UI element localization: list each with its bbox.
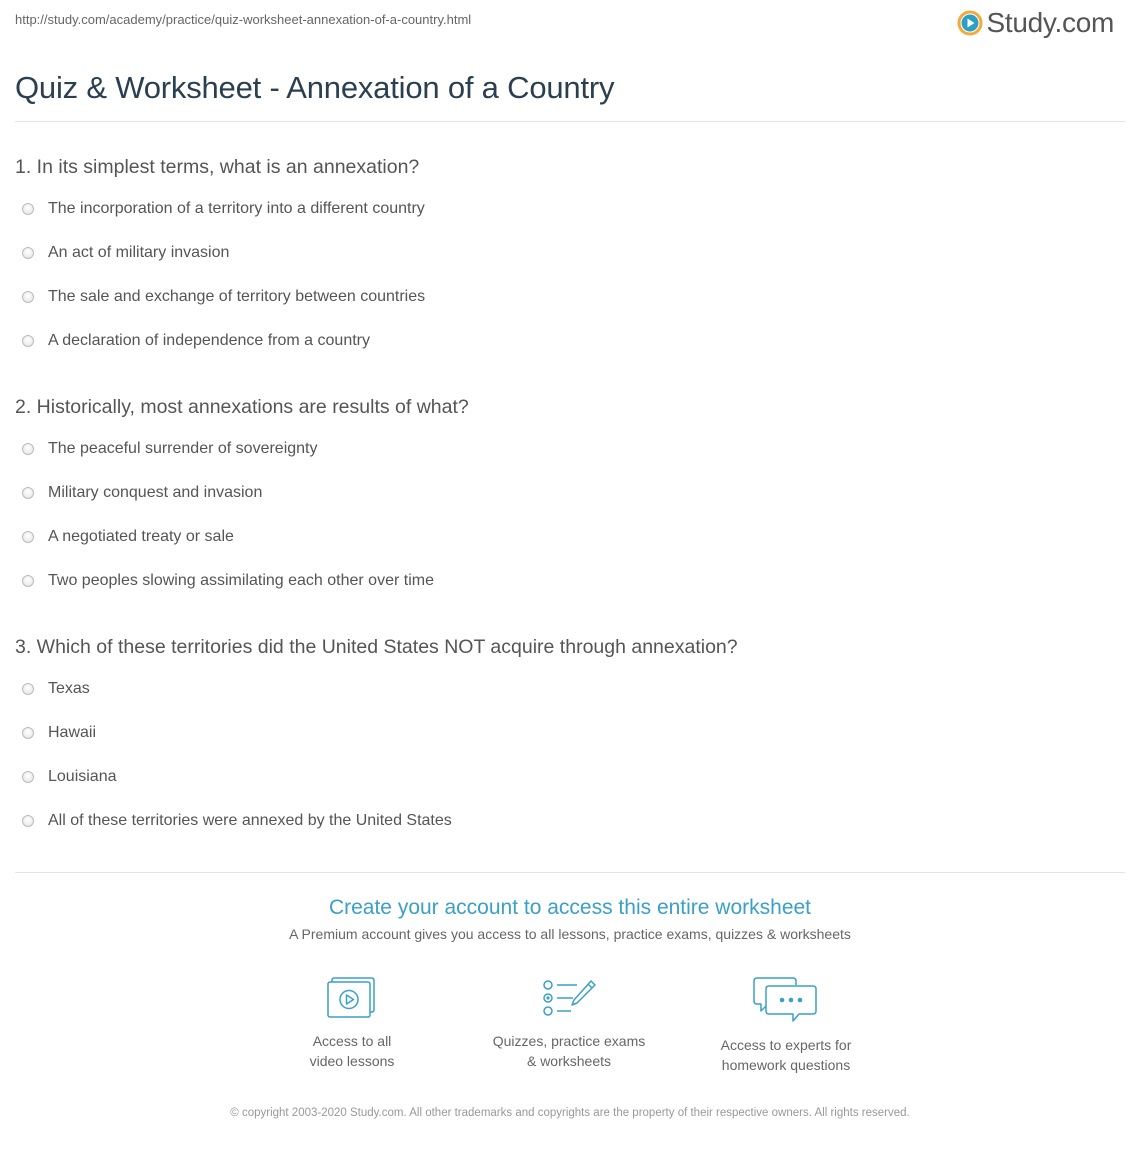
- radio-button[interactable]: [22, 247, 34, 259]
- page-url: http://study.com/academy/practice/quiz-worksheet-annexation-of-a-country.html: [15, 12, 472, 27]
- radio-button[interactable]: [22, 443, 34, 455]
- answer-option[interactable]: [22, 440, 317, 458]
- radio-button[interactable]: [22, 683, 34, 695]
- answer-label: A declaration of independence from a country: [48, 332, 370, 349]
- copyright-notice: © copyright 2003-2020 Study.com. All other trademarks and copyrights are the property of their respective owners. All rights reserved.: [230, 1107, 910, 1119]
- radio-button[interactable]: [22, 575, 34, 587]
- logo-text: Study.com: [986, 7, 1114, 38]
- radio-button[interactable]: [22, 291, 34, 303]
- feature-label: Access to all video lessons: [309, 1033, 395, 1069]
- study-logo[interactable]: [957, 7, 1115, 39]
- feature-experts: [686, 975, 886, 1075]
- answer-label: Two peoples slowing assimilating each other over time: [48, 572, 434, 589]
- radio-button[interactable]: [22, 815, 34, 827]
- title-divider: [15, 121, 1125, 122]
- question-3: 3. Which of these territories did the United States NOT acquire through annexation?: [15, 636, 738, 658]
- answer-option[interactable]: [22, 528, 234, 546]
- answer-option[interactable]: [22, 812, 452, 830]
- answer-option[interactable]: [22, 332, 370, 350]
- answer-label: The sale and exchange of territory between countries: [48, 288, 426, 305]
- answer-label: Louisiana: [48, 768, 117, 785]
- create-account-link[interactable]: Create your account to access this entire worksheet: [328, 896, 812, 919]
- radio-button[interactable]: [22, 531, 34, 543]
- radio-button[interactable]: [22, 203, 34, 215]
- answer-label: All of these territories were annexed by the United States: [48, 812, 452, 829]
- chat-bubbles-icon: [753, 975, 819, 1025]
- answer-label: Texas: [48, 680, 90, 697]
- answer-option[interactable]: [22, 572, 434, 590]
- answer-label: A negotiated treaty or sale: [48, 528, 234, 545]
- feature-quizzes: [469, 975, 669, 1071]
- page-title: Quiz & Worksheet - Annexation of a Country: [15, 70, 615, 105]
- quiz-checklist-icon: [539, 975, 599, 1021]
- cta-subtitle: A Premium account gives you access to all lessons, practice exams, quizzes & worksheets: [289, 926, 851, 942]
- answer-label: Military conquest and invasion: [48, 484, 263, 501]
- answer-option[interactable]: [22, 244, 229, 262]
- answer-option[interactable]: [22, 768, 117, 786]
- answer-label: The peaceful surrender of sovereignty: [48, 440, 318, 457]
- feature-label: Quizzes, practice exams & worksheets: [492, 1033, 646, 1069]
- feature-video-lessons: [252, 975, 452, 1071]
- radio-button[interactable]: [22, 335, 34, 347]
- feature-label: Access to experts for homework questions: [720, 1037, 852, 1073]
- answer-option[interactable]: [22, 724, 96, 742]
- radio-button[interactable]: [22, 727, 34, 739]
- answer-label: An act of military invasion: [48, 244, 230, 261]
- cta-divider: [15, 872, 1125, 873]
- question-2: 2. Historically, most annexations are results of what?: [15, 396, 469, 418]
- answer-label: The incorporation of a territory into a different country: [48, 200, 425, 217]
- question-1: 1. In its simplest terms, what is an annexation?: [15, 156, 420, 178]
- radio-button[interactable]: [22, 771, 34, 783]
- answer-option[interactable]: [22, 288, 425, 306]
- play-circle-logo-icon: [957, 10, 983, 36]
- answer-label: Hawaii: [48, 724, 97, 741]
- radio-button[interactable]: [22, 487, 34, 499]
- answer-option[interactable]: [22, 200, 425, 218]
- video-lessons-icon: [325, 975, 379, 1021]
- answer-option[interactable]: [22, 484, 262, 502]
- answer-option[interactable]: [22, 680, 90, 698]
